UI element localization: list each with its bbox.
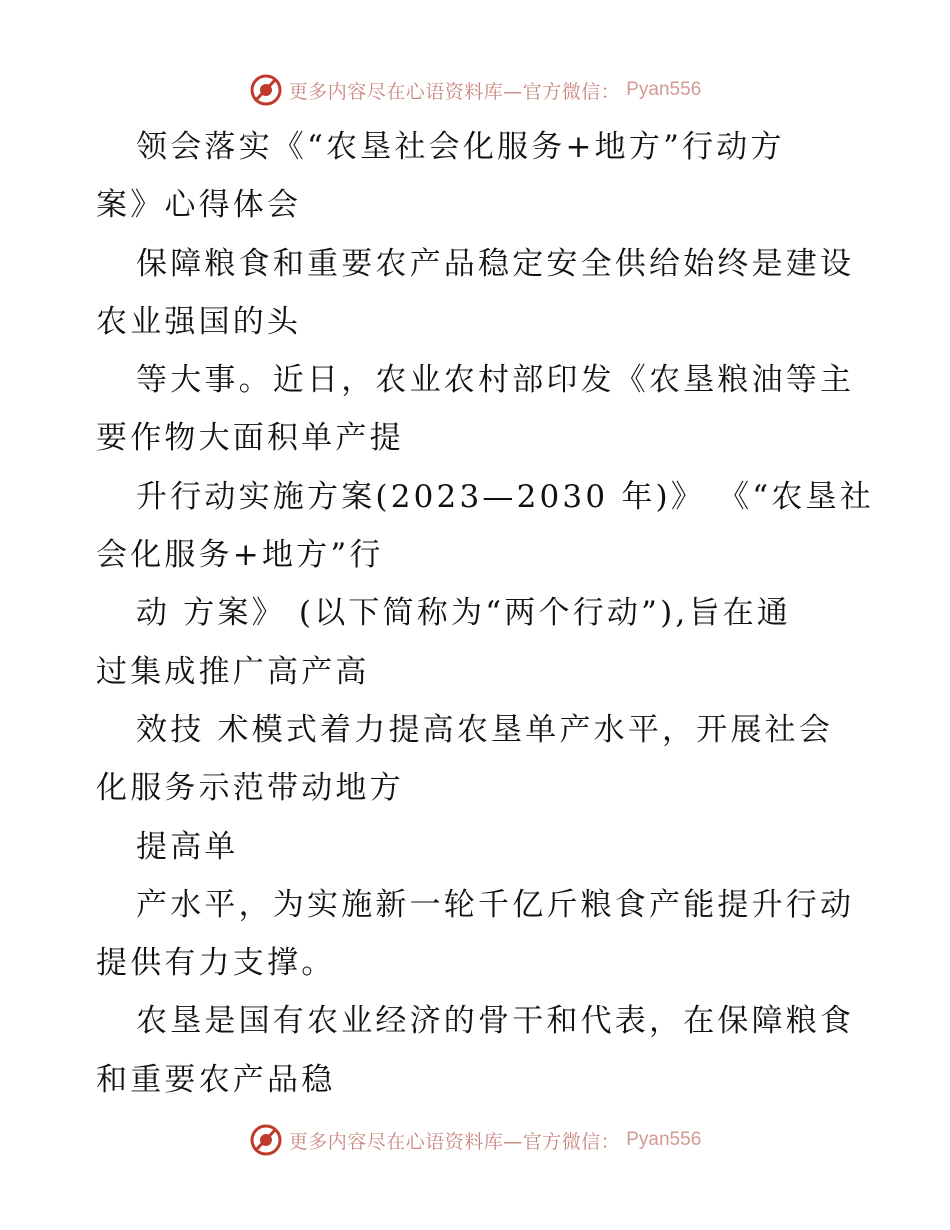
document-text xyxy=(96,118,874,1109)
footer-watermark xyxy=(0,1120,950,1160)
text-line: 和重要农产品稳 xyxy=(96,1061,336,1098)
watermark-contact: Pyan556 xyxy=(626,79,702,100)
text-line: 领会落实《“农垦社会化服务+地方”行动方 xyxy=(136,129,785,165)
header-watermark xyxy=(0,70,950,110)
text-line: 产水平，为实施新一轮千亿斤粮食产能提升行动 xyxy=(136,886,855,923)
document-body xyxy=(96,118,874,1109)
text-line: 过集成推广高产高 xyxy=(96,653,370,690)
brand-logo-icon xyxy=(249,73,283,107)
text-line: 提高单 xyxy=(136,828,239,865)
text-line: 要作物大面积单产提 xyxy=(96,420,404,457)
text-line: 等大事。近日，农业农村部印发《农垦粮油等主 xyxy=(136,362,855,399)
watermark-text: 更多内容尽在心语资料库—官方微信： xyxy=(288,80,621,103)
text-line: 升行动实施方案(2023—2030 年)》 《“农垦社 xyxy=(136,478,874,515)
text-line: 动 方案》 (以下简称为“两个行动”),旨在通 xyxy=(136,595,792,632)
text-line: 效技 术模式着力提高农垦单产水平，开展社会 xyxy=(136,711,834,748)
watermark-contact: Pyan556 xyxy=(626,1129,702,1150)
text-line: 保障粮食和重要农产品稳定安全供给始终是建设 xyxy=(136,245,855,282)
text-line: 化服务示范带动地方 xyxy=(96,770,404,807)
text-line: 农垦是国有农业经济的骨干和代表，在保障粮食 xyxy=(136,1003,855,1040)
text-line: 会化服务+地方”行 xyxy=(96,537,384,574)
text-line: 案》心得体会 xyxy=(96,187,302,224)
brand-logo-icon xyxy=(249,1123,283,1157)
text-line: 提供有力支撑。 xyxy=(96,945,336,982)
watermark-text: 更多内容尽在心语资料库—官方微信： xyxy=(288,1130,621,1153)
text-line: 农业强国的头 xyxy=(96,303,302,340)
